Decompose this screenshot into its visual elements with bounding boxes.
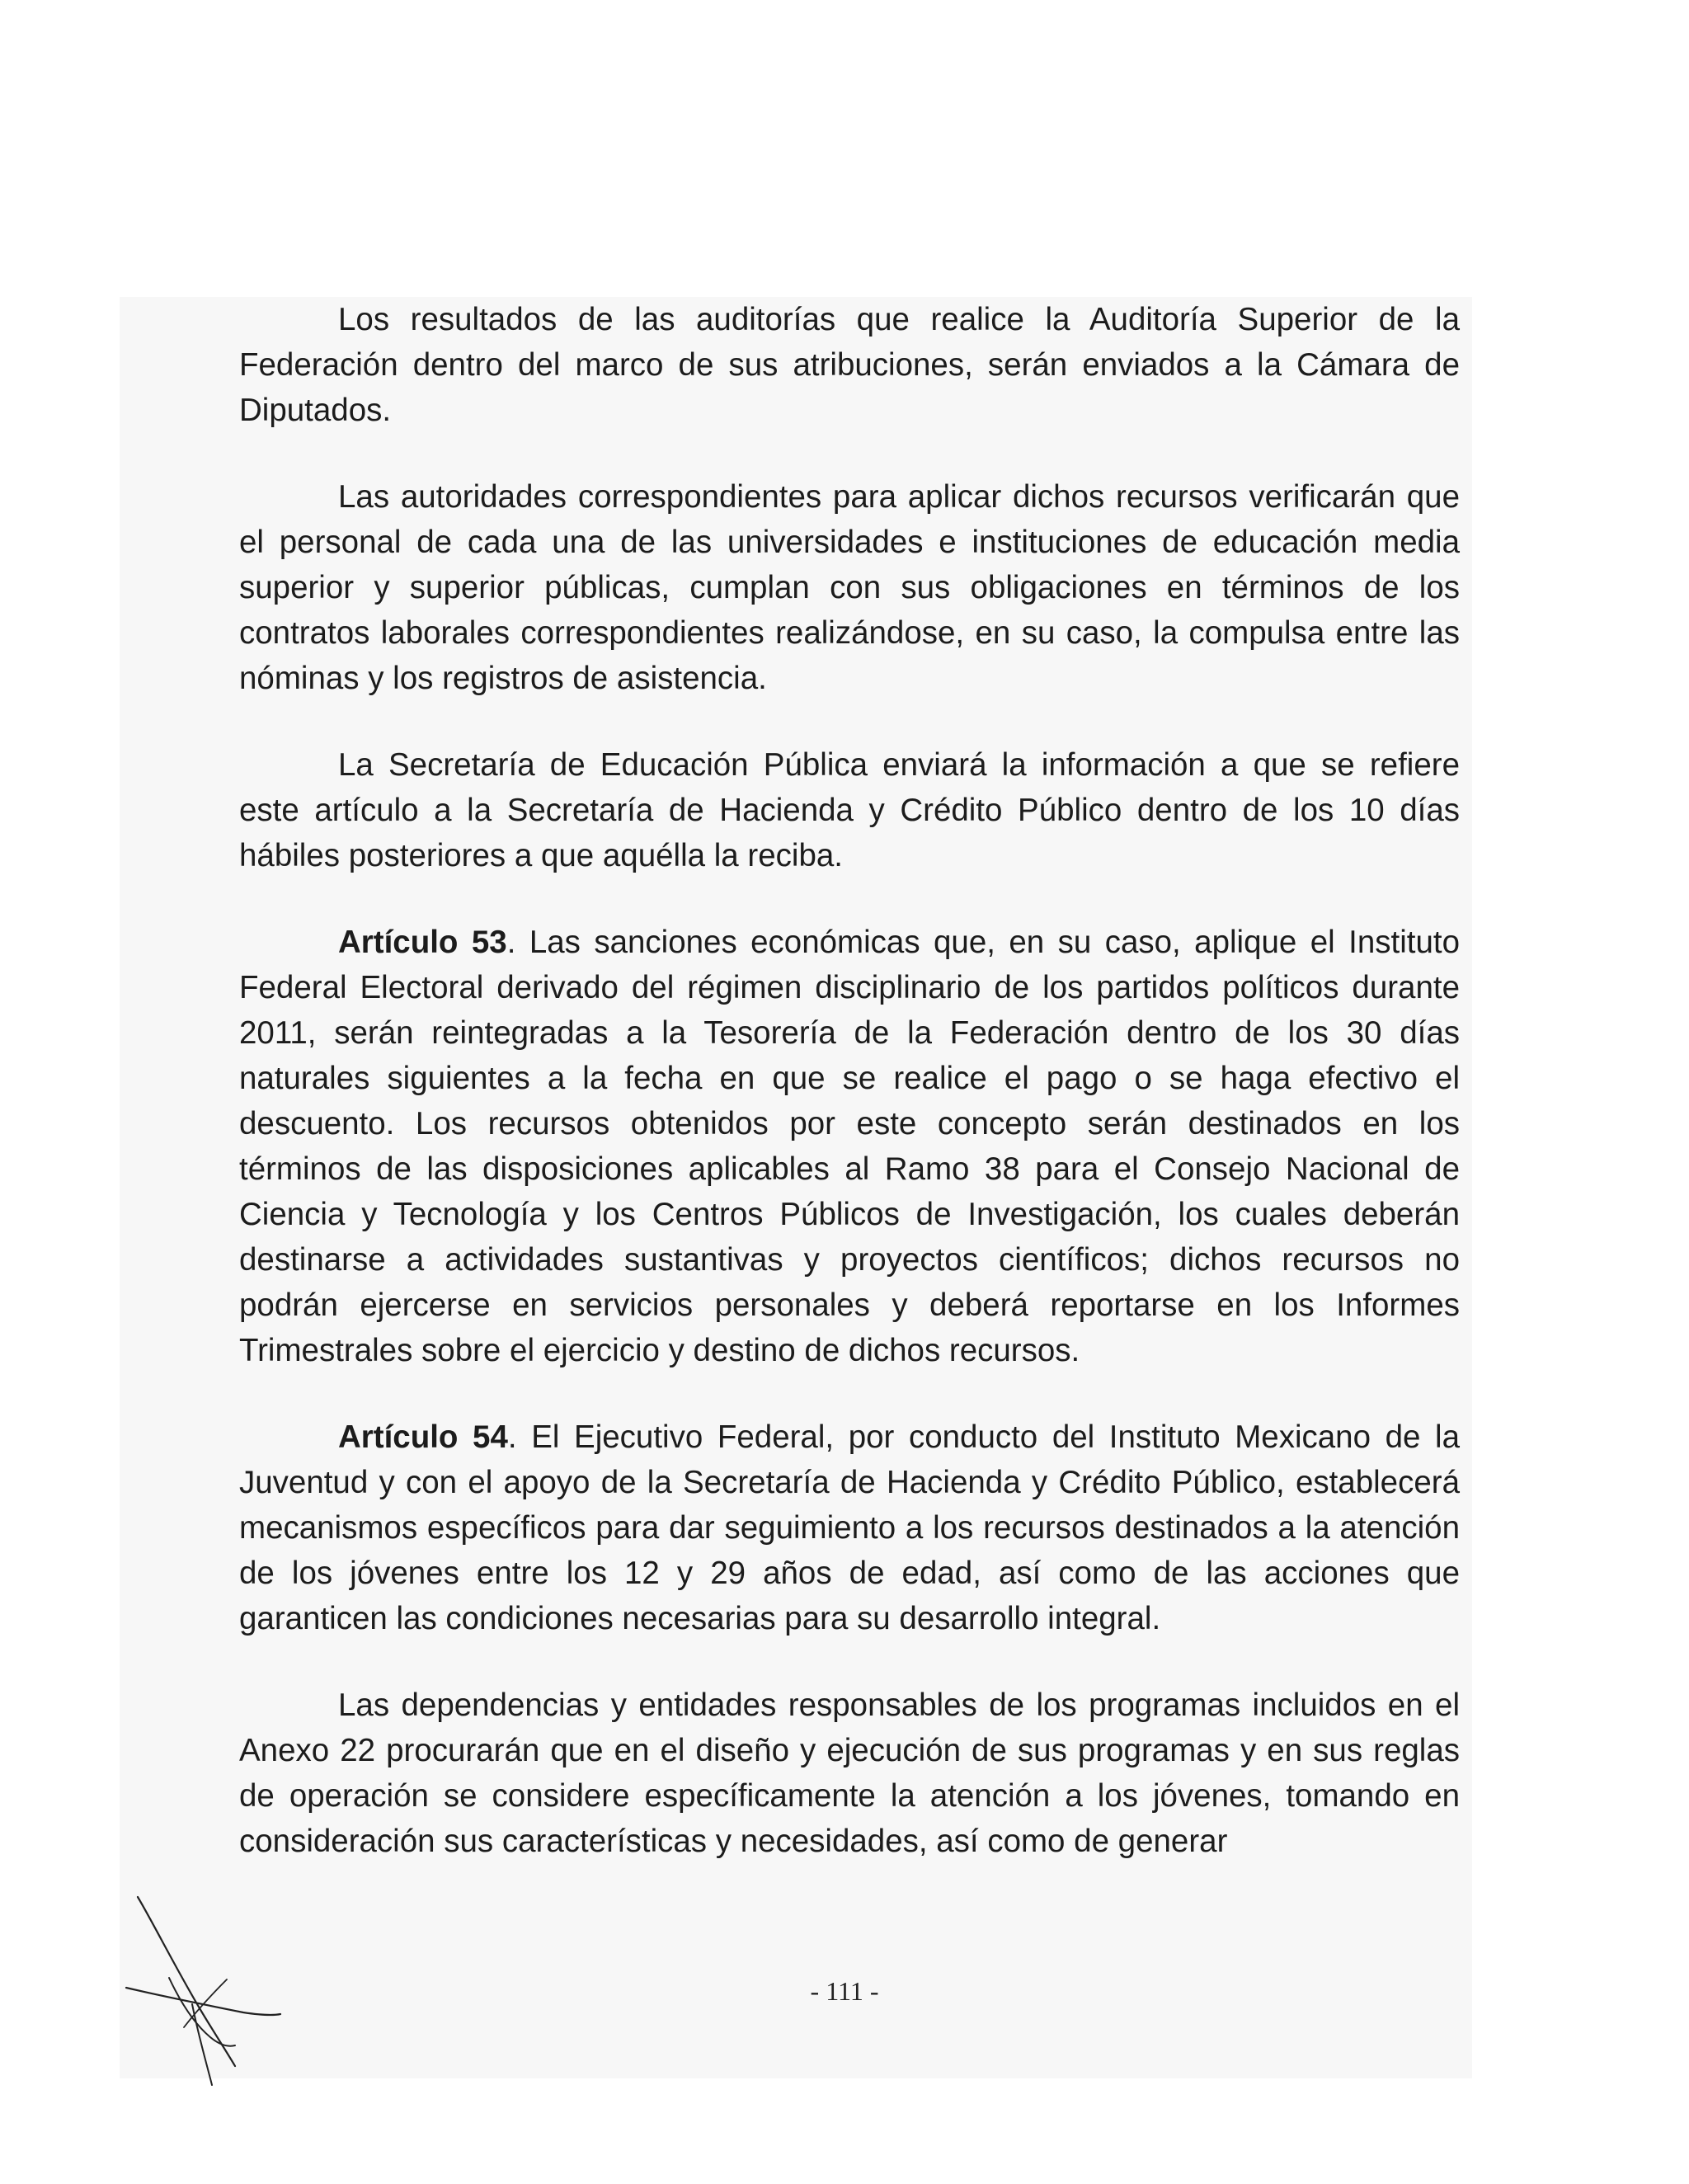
- paragraph-autoridades: [239, 474, 1460, 701]
- page-number: - 111 -: [810, 1976, 879, 2006]
- paragraph-auditorias: [239, 297, 1460, 433]
- paragraph-text: . Las sanciones económicas que, en su caso, aplique el Instituto Federal Electoral derivado del régimen disciplinario de los partidos políticos durante 2011, serán reintegradas a la Tesorería de la Federación dentro de los 30 días naturales siguientes a la fecha en que se realice el pago o se haga efectivo el descuento. Los recursos obtenidos por este concepto serán destinados en los términos de las disposiciones aplicables al Ramo 38 para el Consejo Nacional de Ciencia y Tecnología y los Centros Públicos de Investigación, los cuales deberán destinarse a actividades sustantivas y proyectos científicos; dichos recursos no podrán ejercerse en servicios personales y deberá reportarse en los Informes Trimestrales sobre el ejercicio y destino de dichos recursos.: [239, 925, 1460, 1368]
- paragraph-text: . El Ejecutivo Federal, por conducto del Instituto Mexicano de la Juventud y con el apoyo de la Secretaría de Hacienda y Crédito Público, establecerá mecanismos específicos para dar seguimiento a los recursos destinados a la atención de los jóvenes entre los 12 y 29 años de edad, así como de las acciones que garanticen las condiciones necesarias para su desarrollo integral.: [239, 1419, 1461, 1636]
- paragraph-text: La Secretaría de Educación Pública enviará la información a que se refiere este artículo a la Secretaría de Hacienda y Crédito Público dentro de los 10 días hábiles posteriores a que aquélla la reciba.: [239, 747, 1460, 873]
- paragraph-text: Las dependencias y entidades responsables de los programas incluidos en el Anexo 22 procurarán que en el diseño y ejecución de sus programas y en sus reglas de operación se considere específicamente la atención a los jóvenes, tomando en consideración sus características y necesidades, así como de generar: [239, 1687, 1460, 1859]
- article-heading: Artículo 53: [338, 925, 507, 960]
- document-body: [239, 297, 1460, 1864]
- paragraph-sep: [239, 742, 1460, 878]
- paragraph-text: Los resultados de las auditorías que realice la Auditoría Superior de la Federación dentro del marco de sus atribuciones, serán enviados a la Cámara de Diputados.: [239, 302, 1460, 428]
- paragraph-text: Las autoridades correspondientes para aplicar dichos recursos verificarán que el personal de cada una de las universidades e instituciones de educación media superior y superior públicas, cumplan con sus obligaciones en términos de los contratos laborales correspondientes realizándose, en su caso, la compulsa entre las nóminas y los registros de asistencia.: [239, 479, 1460, 696]
- article-heading: Artículo 54: [338, 1419, 508, 1455]
- article-54: [239, 1414, 1460, 1641]
- article-53: [239, 920, 1460, 1373]
- paragraph-dependencias: [239, 1683, 1460, 1864]
